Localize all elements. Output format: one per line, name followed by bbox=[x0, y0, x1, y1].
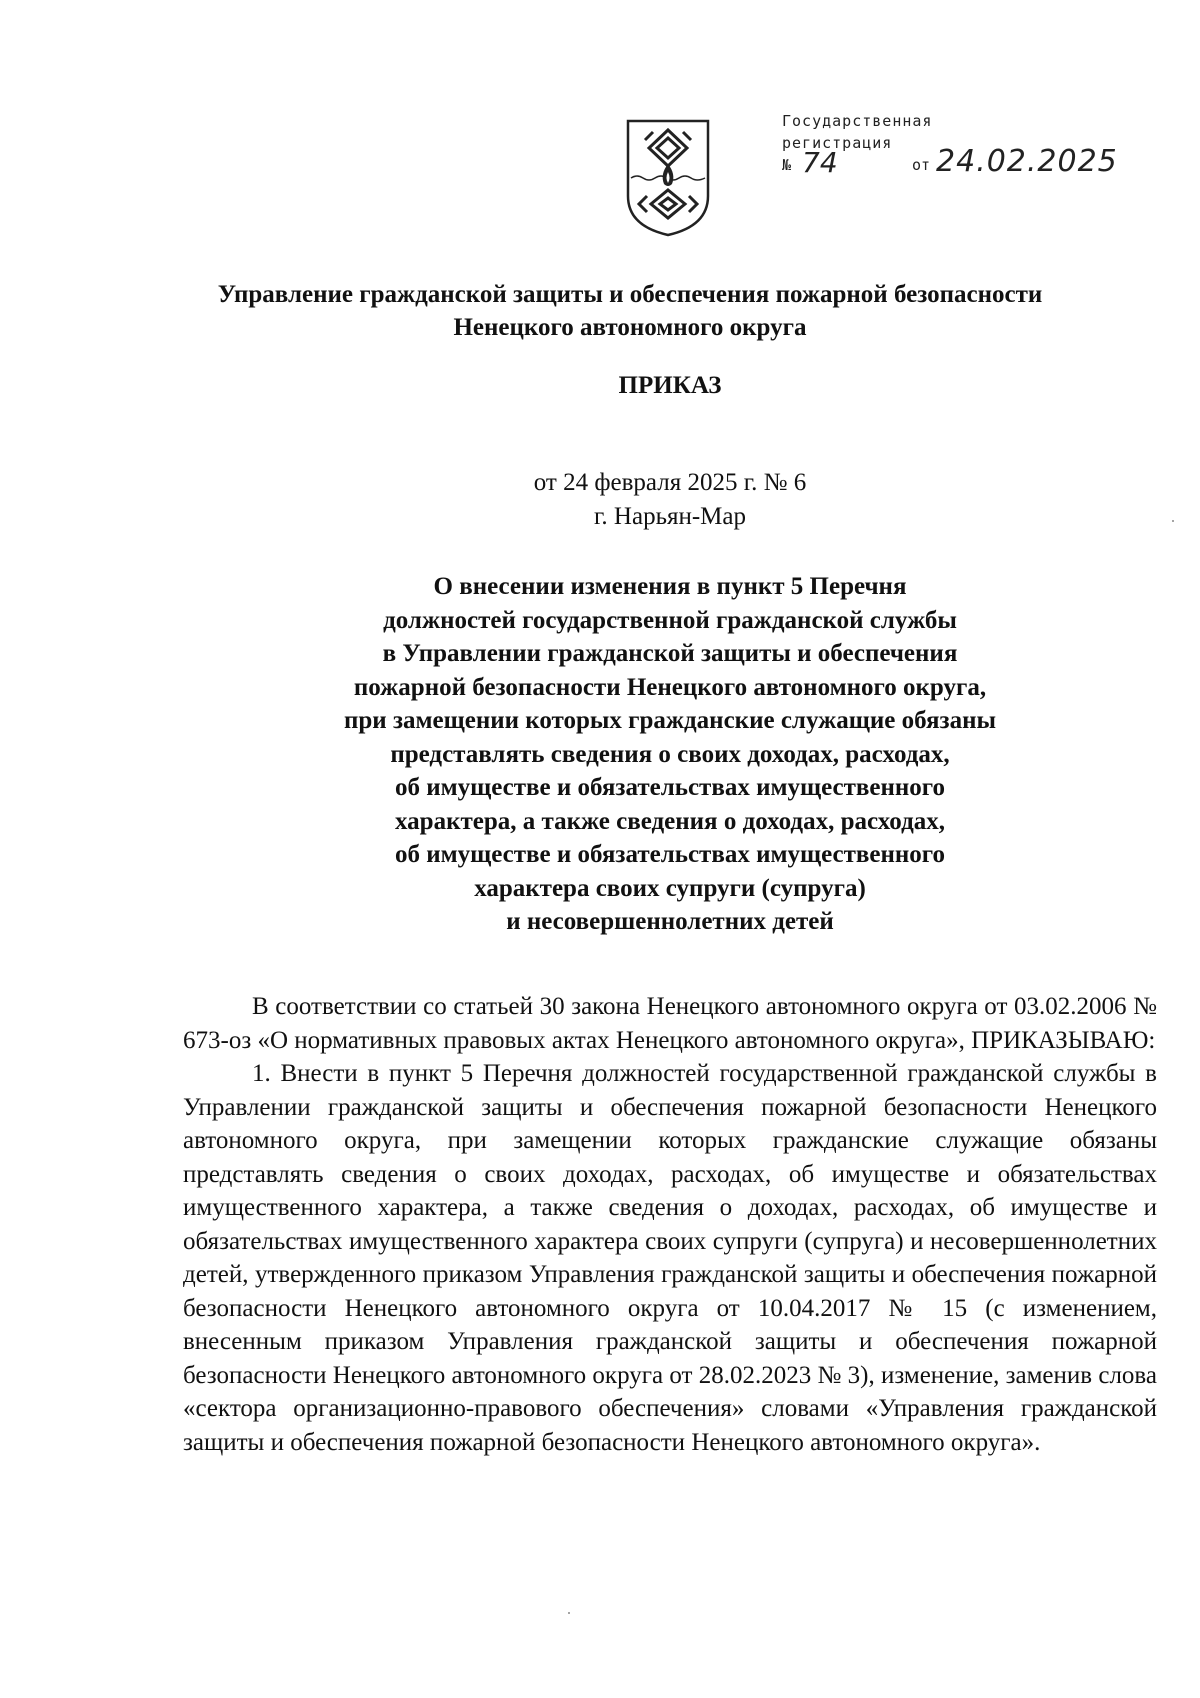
body-paragraph-preamble: В соответствии со статьей 30 закона Ненецкого автономного округа от 03.02.2006 № 673-оз «О нормативных правовых актах Ненецкого автономного округа», ПРИКАЗЫВАЮ: bbox=[183, 993, 1157, 1054]
registration-date: 24.02.2025 bbox=[936, 144, 1118, 179]
registration-date-label: от bbox=[912, 156, 931, 174]
title-line: об имуществе и обязательствах имущественного bbox=[394, 841, 946, 868]
document-city: г. Нарьян-Мар bbox=[593, 503, 746, 530]
title-line: представлять сведения о своих доходах, расходах, bbox=[390, 740, 950, 768]
body-paragraph-item-1: 1. Внести в пункт 5 Перечня должностей государственной гражданской службы в Управлении гражданской защиты и обеспечения пожарной безопасности Ненецкого автономного округа, при замещении которых гражданские служащие обязаны представлять сведения о своих доходах, расходах, об имуществе и обязательствах имущественного характера, а также сведения о доходах, расходах, об имуществе и обязательствах имущественного характера своих супруги (супруга) и несовершеннолетних детей, утвержденного приказом Управления гражданской защиты и обеспечения пожарной безопасности Ненецкого автономного округа от 10.04.2017 № 15 (с изменением, внесенным приказом Управления гражданской защиты и обеспечения пожарной безопасности Ненецкого автономного округа от 28.02.2023 № 3), изменение, заменив слова «сектора организационно-правового обеспечения» словами «Управления гражданской защиты и обеспечения пожарной безопасности Ненецкого автономного округа». bbox=[183, 1060, 1157, 1456]
title-line: пожарной безопасности Ненецкого автономного округа, bbox=[353, 673, 987, 701]
title-line: при замещении которых гражданские служащие обязаны bbox=[343, 707, 996, 734]
document-body bbox=[183, 990, 1157, 1459]
agency-name-line-2: Ненецкого автономного округа bbox=[453, 314, 807, 341]
document-date-number: от 24 февраля 2025 г. № 6 bbox=[533, 469, 807, 496]
registration-number: 74 bbox=[802, 146, 838, 179]
registration-number-label: № bbox=[782, 156, 792, 174]
agency-name-line-1: Управление гражданской защиты и обеспечения пожарной безопасности bbox=[217, 281, 1043, 308]
nenets-coat-of-arms-icon bbox=[625, 118, 711, 238]
title-line: характера своих супруги (супруга) bbox=[474, 874, 866, 902]
scan-artifact bbox=[1172, 520, 1174, 522]
title-line: О внесении изменения в пункт 5 Перечня bbox=[433, 573, 907, 600]
registration-label: Государственная bbox=[782, 112, 933, 130]
document-type: ПРИКАЗ bbox=[618, 372, 722, 399]
title-line: и несовершеннолетних детей bbox=[506, 908, 834, 935]
document-title bbox=[120, 570, 1200, 939]
registration-stamp bbox=[782, 112, 1142, 192]
scan-artifact bbox=[568, 1612, 570, 1614]
title-line: в Управлении гражданской защиты и обеспечения bbox=[382, 640, 958, 667]
title-line: об имуществе и обязательствах имущественного bbox=[394, 774, 946, 801]
registration-label-2: регистрация bbox=[782, 134, 893, 152]
title-line: характера, а также сведения о доходах, расходах, bbox=[395, 807, 945, 835]
title-line: должностей государственной гражданской службы bbox=[383, 606, 957, 634]
